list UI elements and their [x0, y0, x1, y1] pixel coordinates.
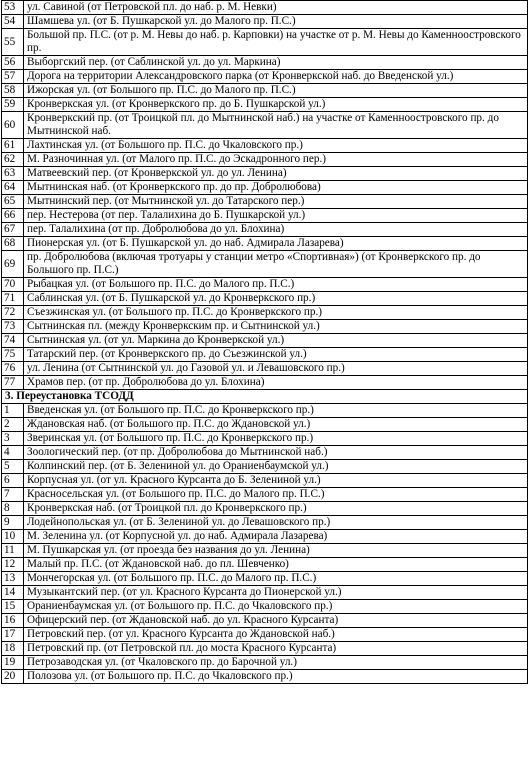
street-description: Полозова ул. (от Большого пр. П.С. до Чкаловского пр.): [24, 670, 528, 684]
table-row: [2, 209, 528, 223]
street-description: М. Разночинная ул. (от Малого пр. П.С. до Эскадронного пер.): [24, 153, 528, 167]
table-row: [2, 167, 528, 181]
row-number: 54: [2, 15, 24, 29]
table-row: [2, 56, 528, 70]
street-description: Татарский пер. (от Кронверкского пр. до Съезжинской ул.): [24, 348, 528, 362]
row-number: 11: [2, 544, 24, 558]
table-row: [2, 223, 528, 237]
street-description: М. Пушкарская ул. (от проезда без названия до ул. Ленина): [24, 544, 528, 558]
table-row: [2, 544, 528, 558]
table-row: [2, 195, 528, 209]
row-number: 70: [2, 278, 24, 292]
row-number: 63: [2, 167, 24, 181]
row-number: 20: [2, 670, 24, 684]
row-number: 56: [2, 56, 24, 70]
row-number: 9: [2, 516, 24, 530]
table-row: [2, 642, 528, 656]
street-description: пр. Добролюбова (включая тротуары у станции метро «Спортивная») (от Кронверкского пр. до Большого пр. П.С.): [24, 251, 528, 278]
street-description: Лахтинская ул. (от Большого пр. П.С. до Чкаловского пр.): [24, 139, 528, 153]
street-description: Мытнинский пер. (от Мытнинской ул. до Татарского пер.): [24, 195, 528, 209]
table-row: [2, 656, 528, 670]
street-description: Колпинский пер. (от Б. Зелениной ул. до Ораниенбаумской ул.): [24, 460, 528, 474]
row-number: 8: [2, 502, 24, 516]
table-row: [2, 112, 528, 139]
table-row: [2, 362, 528, 376]
table-row: [2, 15, 528, 29]
row-number: 10: [2, 530, 24, 544]
street-description: ул. Савиной (от Петровской пл. до наб. р. М. Невки): [24, 1, 528, 15]
table-row: [2, 278, 528, 292]
table-row: [2, 460, 528, 474]
table-row: [2, 348, 528, 362]
row-number: 73: [2, 320, 24, 334]
row-number: 19: [2, 656, 24, 670]
street-description: Ижорская ул. (от Большого пр. П.С. до Малого пр. П.С.): [24, 84, 528, 98]
table-row: [2, 614, 528, 628]
row-number: 77: [2, 376, 24, 390]
street-description: пер. Талалихина (от пр. Добролюбова до ул. Блохина): [24, 223, 528, 237]
table-row: [2, 70, 528, 84]
table-row: [2, 84, 528, 98]
row-number: 6: [2, 474, 24, 488]
row-number: 61: [2, 139, 24, 153]
street-description: Храмов пер. (от пр. Добролюбова до ул. Блохина): [24, 376, 528, 390]
street-description: Матвеевский пер. (от Кронверкской ул. до ул. Ленина): [24, 167, 528, 181]
table-row: [2, 320, 528, 334]
table-row: [2, 670, 528, 684]
row-number: 62: [2, 153, 24, 167]
row-number: 4: [2, 446, 24, 460]
table-row: [2, 306, 528, 320]
table-row: [2, 237, 528, 251]
street-description: Кронверкская ул. (от Кронверкского пр. до Б. Пушкарской ул.): [24, 98, 528, 112]
street-list-body: [2, 1, 528, 684]
street-description: Петрозаводская ул. (от Чкаловского пр. до Барочной ул.): [24, 656, 528, 670]
table-row: [2, 502, 528, 516]
street-description: Офицерский пер. (от Ждановской наб. до ул. Красного Курсанта): [24, 614, 528, 628]
section-heading-row: [2, 390, 528, 404]
street-description: пер. Нестерова (от пер. Талалихина до Б. Пушкарской ул.): [24, 209, 528, 223]
table-row: [2, 29, 528, 56]
street-description: Рыбацкая ул. (от Большого пр. П.С. до Малого пр. П.С.): [24, 278, 528, 292]
row-number: 72: [2, 306, 24, 320]
row-number: 65: [2, 195, 24, 209]
street-description: Кронверкский пр. (от Троицкой пл. до Мытнинской наб.) на участке от Каменноостровского пр. до Мытнинской наб.: [24, 112, 528, 139]
street-description: М. Зеленина ул. (от Корпусной ул. до наб. Адмирала Лазарева): [24, 530, 528, 544]
row-number: 16: [2, 614, 24, 628]
table-row: [2, 572, 528, 586]
street-description: Зверинская ул. (от Большого пр. П.С. до Кронверкского пр.): [24, 432, 528, 446]
row-number: 68: [2, 237, 24, 251]
row-number: 64: [2, 181, 24, 195]
street-description: Петровский пер. (от ул. Красного Курсанта до Ждановской наб.): [24, 628, 528, 642]
row-number: 55: [2, 29, 24, 56]
street-description: Красносельская ул. (от Большого пр. П.С. до Малого пр. П.С.): [24, 488, 528, 502]
row-number: 1: [2, 404, 24, 418]
row-number: 71: [2, 292, 24, 306]
row-number: 18: [2, 642, 24, 656]
row-number: 13: [2, 572, 24, 586]
table-row: [2, 153, 528, 167]
table-row: [2, 181, 528, 195]
street-description: Выборгский пер. (от Саблинской ул. до ул. Маркина): [24, 56, 528, 70]
street-description: Кронверкская наб. (от Троицкой пл. до Кронверкского пр.): [24, 502, 528, 516]
table-row: [2, 530, 528, 544]
table-row: [2, 334, 528, 348]
street-description: Сытнинская ул. (от ул. Маркина до Кронверкской ул.): [24, 334, 528, 348]
street-description: Съезжинская ул. (от Большого пр. П.С. до Кронверкского пр.): [24, 306, 528, 320]
row-number: 66: [2, 209, 24, 223]
street-list-table: [1, 0, 528, 684]
table-row: [2, 558, 528, 572]
street-description: Лодейнопольская ул. (от Б. Зелениной ул. до Левашовского пр.): [24, 516, 528, 530]
row-number: 12: [2, 558, 24, 572]
row-number: 58: [2, 84, 24, 98]
street-description: Корпусная ул. (от ул. Красного Курсанта до Б. Зелениной ул.): [24, 474, 528, 488]
table-row: [2, 446, 528, 460]
table-row: [2, 516, 528, 530]
table-row: [2, 488, 528, 502]
table-row: [2, 292, 528, 306]
street-description: Дорога на территории Александровского парка (от Кронверкской наб. до Введенской ул.): [24, 70, 528, 84]
street-description: ул. Ленина (от Сытнинской ул. до Газовой ул. и Левашовского пр.): [24, 362, 528, 376]
table-row: [2, 139, 528, 153]
row-number: 14: [2, 586, 24, 600]
street-description: Мытнинская наб. (от Кронверкского пр. до пр. Добролюбова): [24, 181, 528, 195]
row-number: 5: [2, 460, 24, 474]
row-number: 15: [2, 600, 24, 614]
street-description: Большой пр. П.С. (от р. М. Невы до наб. р. Карповки) на участке от р. М. Невы до Каменноостровского пр.: [24, 29, 528, 56]
row-number: 7: [2, 488, 24, 502]
row-number: 59: [2, 98, 24, 112]
row-number: 17: [2, 628, 24, 642]
street-description: Введенская ул. (от Большого пр. П.С. до Кронверкского пр.): [24, 404, 528, 418]
street-description: Мончегорская ул. (от Большого пр. П.С. до Малого пр. П.С.): [24, 572, 528, 586]
street-description: Шамшева ул. (от Б. Пушкарской ул. до Малого пр. П.С.): [24, 15, 528, 29]
table-row: [2, 432, 528, 446]
table-row: [2, 586, 528, 600]
street-description: Музыкантский пер. (от ул. Красного Курсанта до Пионерской ул.): [24, 586, 528, 600]
row-number: 57: [2, 70, 24, 84]
row-number: 2: [2, 418, 24, 432]
street-description: Зоологический пер. (от пр. Добролюбова до Мытнинской наб.): [24, 446, 528, 460]
row-number: 60: [2, 112, 24, 139]
table-row: [2, 404, 528, 418]
street-description: Саблинская ул. (от Б. Пушкарской ул. до Кронверкского пр.): [24, 292, 528, 306]
street-description: Ораниенбаумская ул. (от Большого пр. П.С. до Чкаловского пр.): [24, 600, 528, 614]
row-number: 75: [2, 348, 24, 362]
table-row: [2, 418, 528, 432]
section-heading: 3. Переустановка ТСОДД: [2, 390, 528, 404]
street-description: Малый пр. П.С. (от Ждановской наб. до пл. Шевченко): [24, 558, 528, 572]
table-row: [2, 98, 528, 112]
table-row: [2, 251, 528, 278]
table-row: [2, 474, 528, 488]
row-number: 67: [2, 223, 24, 237]
table-row: [2, 600, 528, 614]
row-number: 53: [2, 1, 24, 15]
street-description: Ждановская наб. (от Большого пр. П.С. до Ждановской ул.): [24, 418, 528, 432]
street-description: Петровский пр. (от Петровской пл. до моста Красного Курсанта): [24, 642, 528, 656]
street-description: Пионерская ул. (от Б. Пушкарской ул. до наб. Адмирала Лазарева): [24, 237, 528, 251]
table-row: [2, 1, 528, 15]
table-row: [2, 376, 528, 390]
row-number: 76: [2, 362, 24, 376]
row-number: 74: [2, 334, 24, 348]
row-number: 69: [2, 251, 24, 278]
row-number: 3: [2, 432, 24, 446]
street-description: Сытнинская пл. (между Кронверкским пр. и Сытнинской ул.): [24, 320, 528, 334]
table-row: [2, 628, 528, 642]
